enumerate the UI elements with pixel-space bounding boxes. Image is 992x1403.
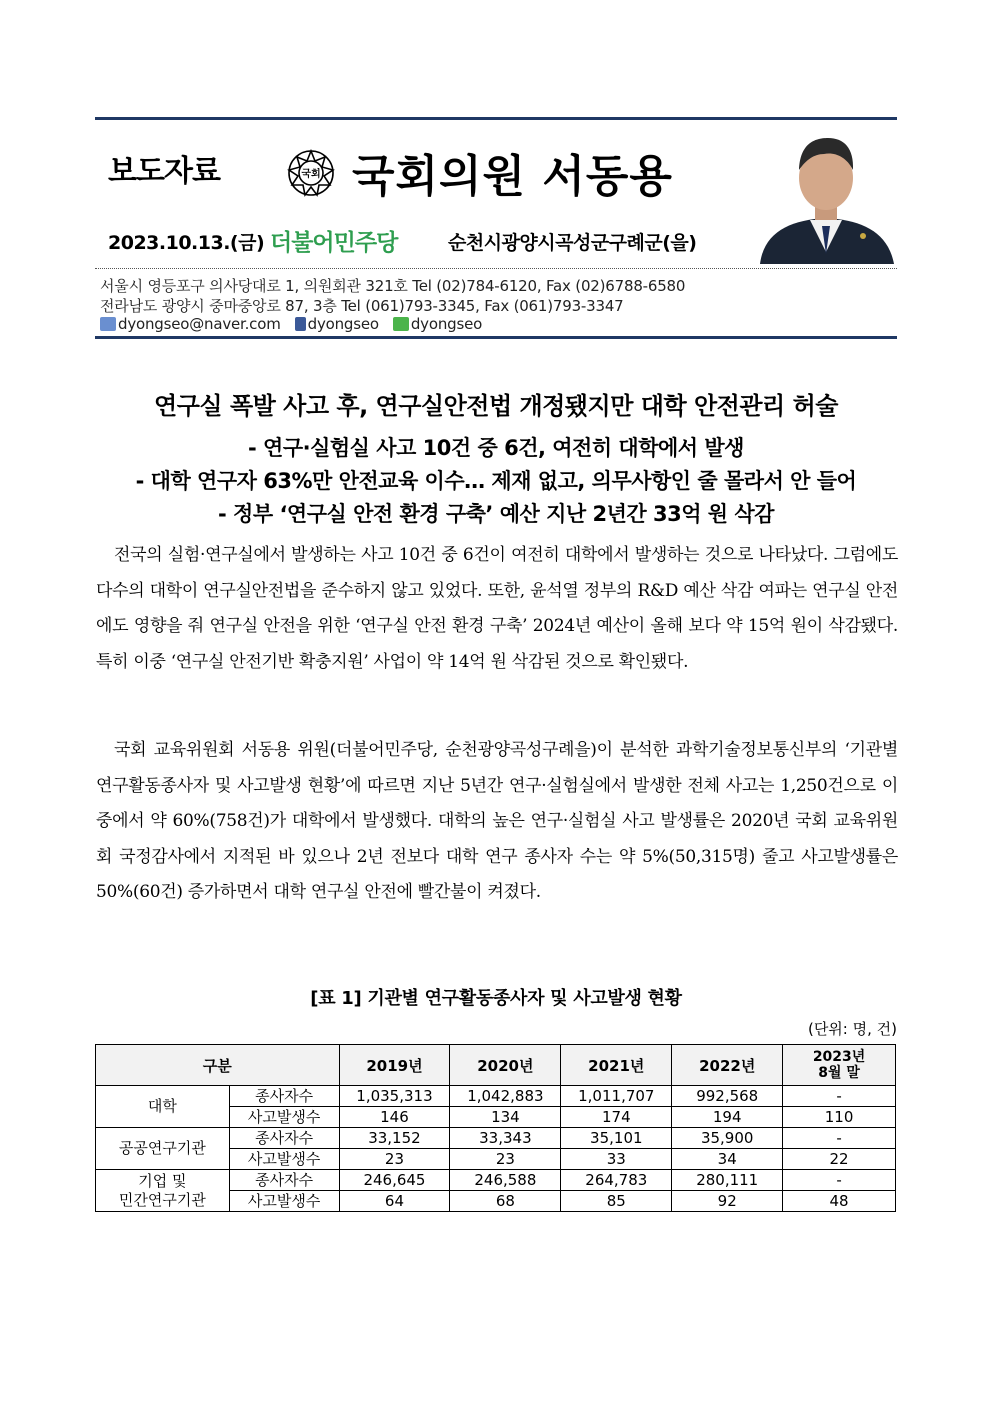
table-group-label: 대학: [96, 1086, 230, 1128]
table-cell: 280,111: [672, 1170, 783, 1191]
table-cell: 34: [672, 1149, 783, 1170]
table-cell: 194: [672, 1107, 783, 1128]
table-row: [96, 1086, 896, 1107]
article-title: 연구실 폭발 사고 후, 연구실안전법 개정됐지만 대학 안전관리 허술: [154, 392, 838, 420]
table-cell: 992,568: [672, 1086, 783, 1107]
header-dotted-divider: [95, 268, 897, 269]
table-header-year: 2023년 8월 말: [783, 1045, 896, 1086]
table-header-row: [96, 1045, 896, 1086]
table-cell: 22: [783, 1149, 896, 1170]
national-assembly-emblem-icon: [286, 148, 336, 198]
table-cell: -: [783, 1128, 896, 1149]
table-cell: 33: [561, 1149, 672, 1170]
table-header-year: 2019년: [339, 1045, 450, 1086]
table-cell: 174: [561, 1107, 672, 1128]
table-cell: 33,152: [339, 1128, 450, 1149]
table-cell: 246,588: [450, 1170, 561, 1191]
table-cell: 92: [672, 1191, 783, 1212]
table-cell: -: [783, 1086, 896, 1107]
table-header-year: 2020년: [450, 1045, 561, 1086]
party-logo: 더불어민주당: [270, 230, 398, 256]
table-row: [96, 1170, 896, 1191]
table-unit: (단위: 명, 건): [807, 1020, 897, 1038]
facebook-icon: [295, 317, 306, 331]
article-subtitle: - 연구·실험실 사고 10건 중 6건, 여전히 대학에서 발생: [248, 436, 744, 460]
article-subtitle: - 대학 연구자 63%만 안전교육 이수… 제재 없고, 의무사항인 줄 몰라서 안 들어: [135, 469, 857, 493]
contact-blog[interactable]: dyongseo: [410, 315, 483, 333]
header-top-rule: [95, 117, 897, 120]
table-metric-label: 사고발생수: [229, 1107, 339, 1128]
table-header-year: 2021년: [561, 1045, 672, 1086]
email-icon: [100, 317, 116, 331]
table-metric-label: 종사자수: [229, 1170, 339, 1191]
table-metric-label: 사고발생수: [229, 1149, 339, 1170]
release-date: 2023.10.13.(금): [108, 232, 265, 254]
district-name: 순천시광양시곡성군구례군(을): [448, 232, 697, 254]
table-cell: 85: [561, 1191, 672, 1212]
contact-email[interactable]: dyongseo@naver.com: [118, 315, 281, 333]
lawmaker-photo: [752, 124, 900, 264]
table-cell: 134: [450, 1107, 561, 1128]
table-cell: 1,035,313: [339, 1086, 450, 1107]
table-cell: 1,011,707: [561, 1086, 672, 1107]
blog-icon: [393, 317, 409, 331]
press-release-label: 보도자료: [108, 154, 220, 189]
table-cell: 110: [783, 1107, 896, 1128]
contact-facebook[interactable]: dyongseo: [307, 315, 379, 333]
article-paragraph: 전국의 실험·연구실에서 발생하는 사고 10건 중 6건이 여전히 대학에서 발생하는 것으로 나타났다. 그럼에도 다수의 대학이 연구실안전법을 준수하지 않고 있었다. 또한, 윤석열 정부의 R&D 예산 삭감 여파는 연구실 안전에도 영향을 줘 연구실 안전을 위한 ‘연구실 안전 환경 구축’ 2024년 예산이 올해 보다 약 15억 원이 삭감됐다. 특히 이중 ‘연구실 안전기반 확충지원’ 사업이 약 14억 원 삭감된 것으로 확인됐다.: [96, 545, 898, 672]
table-header-year: 2022년: [672, 1045, 783, 1086]
table-metric-label: 종사자수: [229, 1086, 339, 1107]
table-cell: 23: [450, 1149, 561, 1170]
emblem-text: 국회: [301, 169, 321, 180]
table-cell: 1,042,883: [450, 1086, 561, 1107]
data-table: [95, 1044, 896, 1212]
table-title: [표 1] 기관별 연구활동종사자 및 사고발생 현황: [310, 988, 682, 1009]
contact-seoul-office: 서울시 영등포구 의사당대로 1, 의원회관 321호 Tel (02)784-6120, Fax (02)6788-6580: [100, 277, 686, 295]
table-cell: 246,645: [339, 1170, 450, 1191]
table-cell: 146: [339, 1107, 450, 1128]
table-cell: 23: [339, 1149, 450, 1170]
header-bottom-rule: [95, 336, 897, 339]
contact-online: [100, 315, 482, 333]
table-cell: 68: [450, 1191, 561, 1212]
page-title: 국회의원 서동용: [352, 151, 673, 202]
table-group-label: 공공연구기관: [96, 1128, 230, 1170]
table-metric-label: 사고발생수: [229, 1191, 339, 1212]
table-cell: 48: [783, 1191, 896, 1212]
table-metric-label: 종사자수: [229, 1128, 339, 1149]
article-subtitle: - 정부 ‘연구실 안전 환경 구축’ 예산 지난 2년간 33억 원 삭감: [218, 502, 774, 526]
table-cell: -: [783, 1170, 896, 1191]
table-row: [96, 1128, 896, 1149]
contact-local-office: 전라남도 광양시 중마중앙로 87, 3층 Tel (061)793-3345, Fax (061)793-3347: [100, 297, 624, 315]
table-cell: 33,343: [450, 1128, 561, 1149]
table-cell: 64: [339, 1191, 450, 1212]
article-paragraph: 국회 교육위원회 서동용 위원(더불어민주당, 순천광양곡성구례을)이 분석한 과학기술정보통신부의 ‘기관별 연구활동종사자 및 사고발생 현황’에 따르면 지난 5년간 연구·실험실에서 발생한 전체 사고는 1,250건으로 이 중에서 약 60%(758건)가 대학에서 발생했다. 대학의 높은 연구·실험실 사고 발생률은 2020년 국회 교육위원회 국정감사에서 지적된 바 있으나 2년 전보다 대학 연구 종사자 수는 약 5%(50,315명) 줄고 사고발생률은 50%(60건) 증가하면서 대학 연구실 안전에 빨간불이 켜졌다.: [96, 740, 898, 902]
table-cell: 264,783: [561, 1170, 672, 1191]
table-cell: 35,101: [561, 1128, 672, 1149]
table-header-category: 구분: [96, 1045, 340, 1086]
table-group-label: 기업 및 민간연구기관: [96, 1170, 230, 1212]
table-cell: 35,900: [672, 1128, 783, 1149]
